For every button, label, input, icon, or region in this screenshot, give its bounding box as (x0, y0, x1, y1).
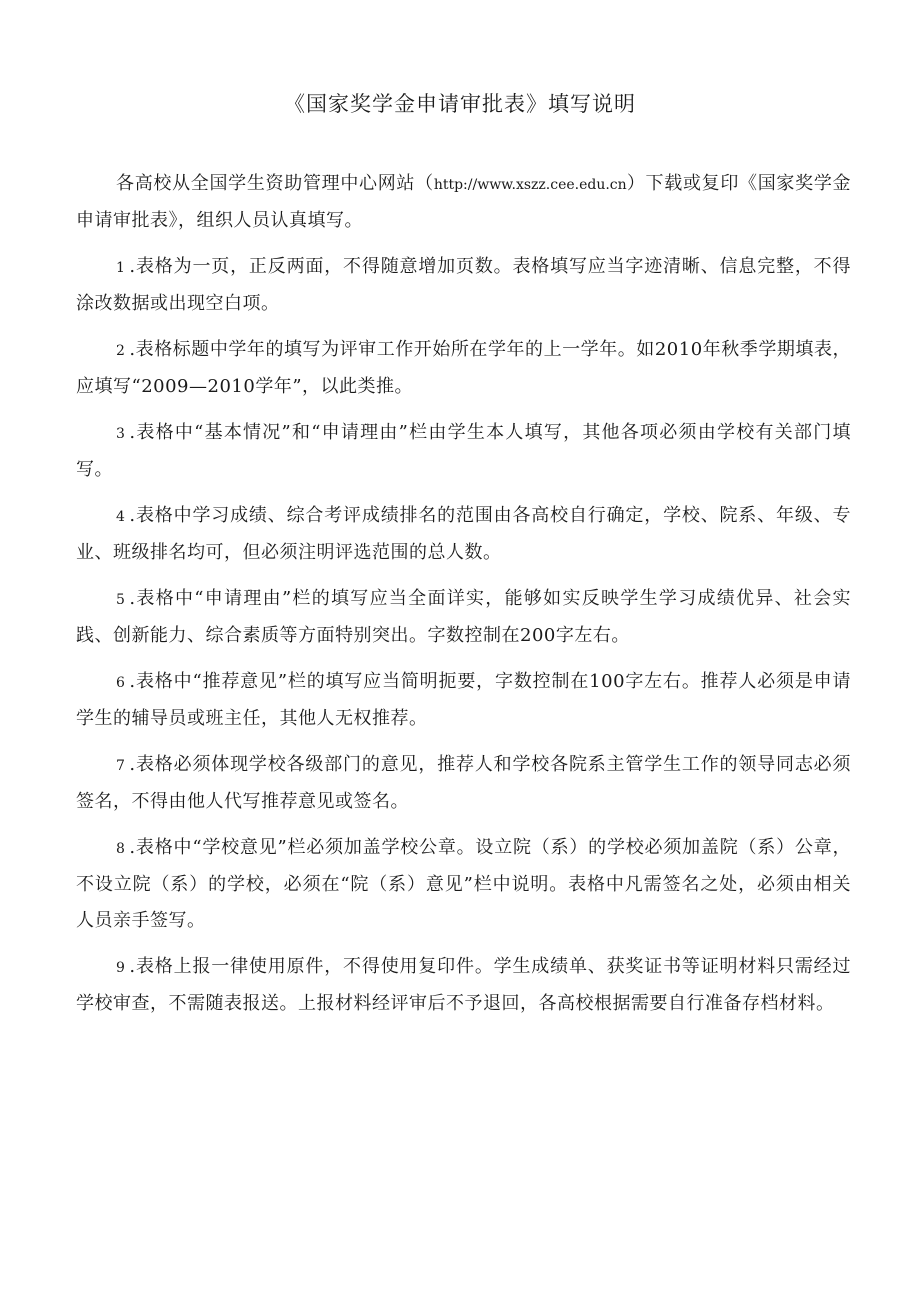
item-text: .表格标题中学年的填写为评审工作开始所在学年的上一学年。如2010年秋季学期填表，应填写“2009—2010学年”，以此类推。 (76, 339, 851, 397)
intro-suffix: ）下载或复印《国家奖学金申请审批表》，组织人员认真填写。 (76, 173, 852, 231)
instruction-item-3 (76, 415, 851, 488)
intro-paragraph (76, 166, 851, 239)
item-text: .表格为一页，正反两面，不得随意增加页数。表格填写应当字迹清晰、信息完整，不得涂改数据或出现空白项。 (76, 256, 851, 314)
item-text: .表格上报一律使用原件，不得使用复印件。学生成绩单、获奖证书等证明材料只需经过学校审查，不需随表报送。上报材料经评审后不予退回，各高校根据需要自行准备存档材料。 (76, 956, 851, 1014)
item-number: 2 (116, 343, 126, 359)
instruction-item-1 (76, 249, 851, 322)
item-number: 8 (116, 841, 126, 857)
website-url: http://www.xszz.cee.edu.cn (433, 177, 627, 193)
instruction-item-9 (76, 949, 851, 1022)
instruction-item-2 (76, 332, 851, 405)
instruction-item-4 (76, 498, 851, 571)
item-text: .表格中“申请理由”栏的填写应当全面详实，能够如实反映学生学习成绩优异、社会实践、创新能力、综合素质等方面特别突出。字数控制在200字左右。 (76, 588, 851, 646)
item-number: 9 (116, 960, 126, 976)
item-number: 5 (116, 592, 126, 608)
item-text: .表格中学习成绩、综合考评成绩排名的范围由各高校自行确定，学校、院系、年级、专业、班级排名均可，但必须注明评选范围的总人数。 (76, 505, 851, 563)
item-text: .表格中“学校意见”栏必须加盖学校公章。设立院（系）的学校必须加盖院（系）公章，不设立院（系）的学校，必须在“院（系）意见”栏中说明。表格中凡需签名之处，必须由相关人员亲手签写。 (76, 837, 851, 931)
instruction-item-5 (76, 581, 851, 654)
instruction-item-7 (76, 747, 851, 820)
intro-prefix: 各高校从全国学生资助管理中心网站（ (116, 173, 434, 194)
document-title: 《国家奖学金申请审批表》填写说明 (284, 92, 636, 116)
item-number: 4 (116, 509, 126, 525)
instruction-item-6 (76, 664, 851, 737)
item-text: .表格中“基本情况”和“申请理由”栏由学生本人填写，其他各项必须由学校有关部门填写。 (76, 422, 851, 480)
item-number: 1 (116, 260, 126, 276)
item-number: 7 (116, 758, 126, 774)
item-text: .表格中“推荐意见”栏的填写应当简明扼要，字数控制在100字左右。推荐人必须是申请学生的辅导员或班主任，其他人无权推荐。 (76, 671, 851, 729)
item-number: 6 (116, 675, 126, 691)
item-number: 3 (116, 426, 126, 442)
instruction-item-8 (76, 830, 851, 939)
document-body (76, 166, 851, 1032)
item-text: .表格必须体现学校各级部门的意见，推荐人和学校各院系主管学生工作的领导同志必须签名，不得由他人代写推荐意见或签名。 (76, 754, 851, 812)
